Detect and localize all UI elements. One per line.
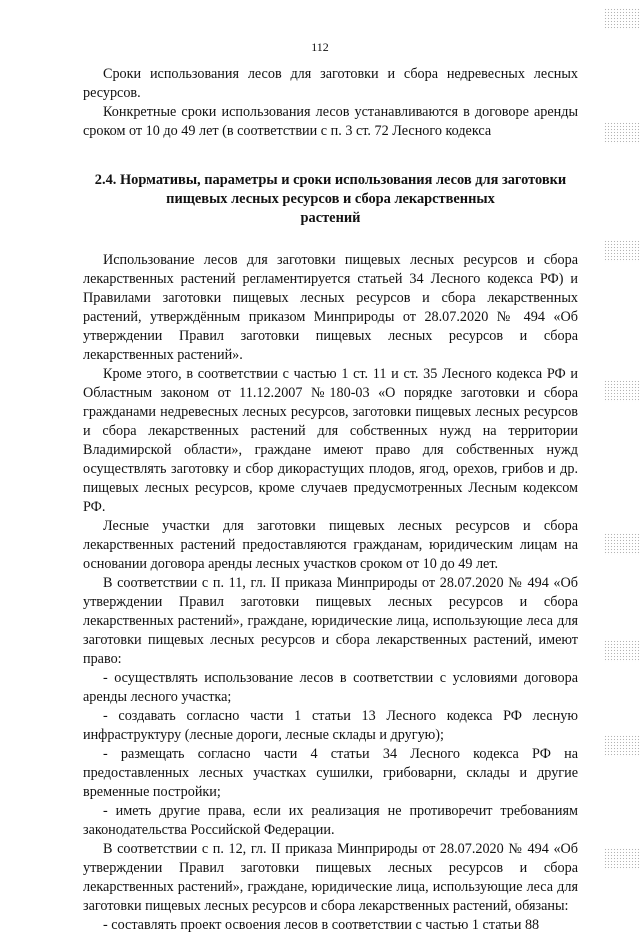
body-paragraph-2: Кроме этого, в соответствии с частью 1 ст. 11 и ст. 35 Лесного кодекса РФ и Областным законом от 11.12.2007 №180-03 «О порядке заготовки и сбора гражданами недревесных лесных ресурсов, заготовки пищевых лесных ресурсов и сбора лекарственных растений для собственных нужд на территории Владимирской области», граждане имеют право для собственных нужд осуществлять заготовку и сбор дикорастущих плодов, ягод, орехов, грибов и др. пищевых лесных ресурсов, кроме случаев предусмотренных Лесным кодексом РФ. (83, 366, 578, 515)
body-paragraph-1: Использование лесов для заготовки пищевых лесных ресурсов и сбора лекарственных растений регламентируется статьей 34 Лесного кодекса РФ) и Правилами заготовки пищевых лесных ресурсов и сбора лекарственных растений, утверждённым приказом Минприроды от 28.07.2020 № 494 «Об утверждении Правил заготовки пищевых лесных ресурсов и сбора лекарственных растений». (83, 252, 578, 363)
body-paragraph-5: В соответствии с п. 12, гл. II приказа Минприроды от 28.07.2020 № 494 «Об утверждении Правил заготовки пищевых лесных ресурсов и сбора лекарственных растений», граждане, юридические лица, использующие леса для заготовки пищевых лесных ресурсов и сбора лекарственных растений, обязаны: (83, 841, 578, 914)
page-content (83, 65, 578, 935)
section-heading-line-1: 2.4. Нормативы, параметры и сроки использования лесов для заготовки (94, 172, 567, 188)
page-number: 112 (311, 40, 329, 54)
rights-list-item-4: - иметь другие права, если их реализация не противоречит требованиям законодательства Российской Федерации. (83, 803, 578, 838)
obligations-list-item-1: - составлять проект освоения лесов в соответствии с частью 1 статьи 88 (103, 917, 540, 933)
rights-list-item-3: - размещать согласно части 4 статьи 34 Лесного кодекса РФ на предоставленных лесных участках сушилки, грибоварни, склады и другие временные постройки; (83, 746, 578, 800)
intro-paragraph-2: Конкретные сроки использования лесов устанавливаются в договоре аренды сроком от 10 до 49 лет (в соответствии с п. 3 ст. 72 Лесного кодекса (83, 104, 578, 139)
body-paragraph-4: В соответствии с п. 11, гл. II приказа Минприроды от 28.07.2020 № 494 «Об утверждении Правил заготовки пищевых лесных ресурсов и сбора лекарственных растений», граждане, юридические лица, использующие леса для заготовки пищевых лесных ресурсов и сбора лекарственных растений, имеют право: (83, 575, 578, 667)
scan-edge-mark (604, 122, 640, 144)
section-heading-line-2: пищевых лесных ресурсов и сбора лекарственных (166, 191, 495, 207)
scan-edge-mark (604, 735, 640, 757)
scan-edge-mark (604, 533, 640, 555)
scan-edge-mark (604, 640, 640, 662)
section-heading-line-3: растений (300, 210, 361, 226)
intro-paragraph-1: Сроки использования лесов для заготовки и сбора недревесных лесных ресурсов. (83, 66, 578, 101)
section-heading (83, 171, 578, 228)
rights-list-item-2: - создавать согласно части 1 статьи 13 Лесного кодекса РФ лесную инфраструктуру (лесные дороги, лесные склады и другую); (83, 708, 578, 743)
scan-edge-mark (604, 848, 640, 870)
rights-list-item-1: - осуществлять использование лесов в соответствии с условиями договора аренды лесного участка; (83, 670, 578, 705)
scan-edge-mark (604, 380, 640, 402)
scan-edge-mark (604, 240, 640, 262)
body-paragraph-3: Лесные участки для заготовки пищевых лесных ресурсов и сбора лекарственных растений предоставляются гражданам, юридическим лицам на основании договора аренды лесных участков сроком от 10 до 49 лет. (83, 518, 578, 572)
scan-edge-mark (604, 8, 640, 30)
